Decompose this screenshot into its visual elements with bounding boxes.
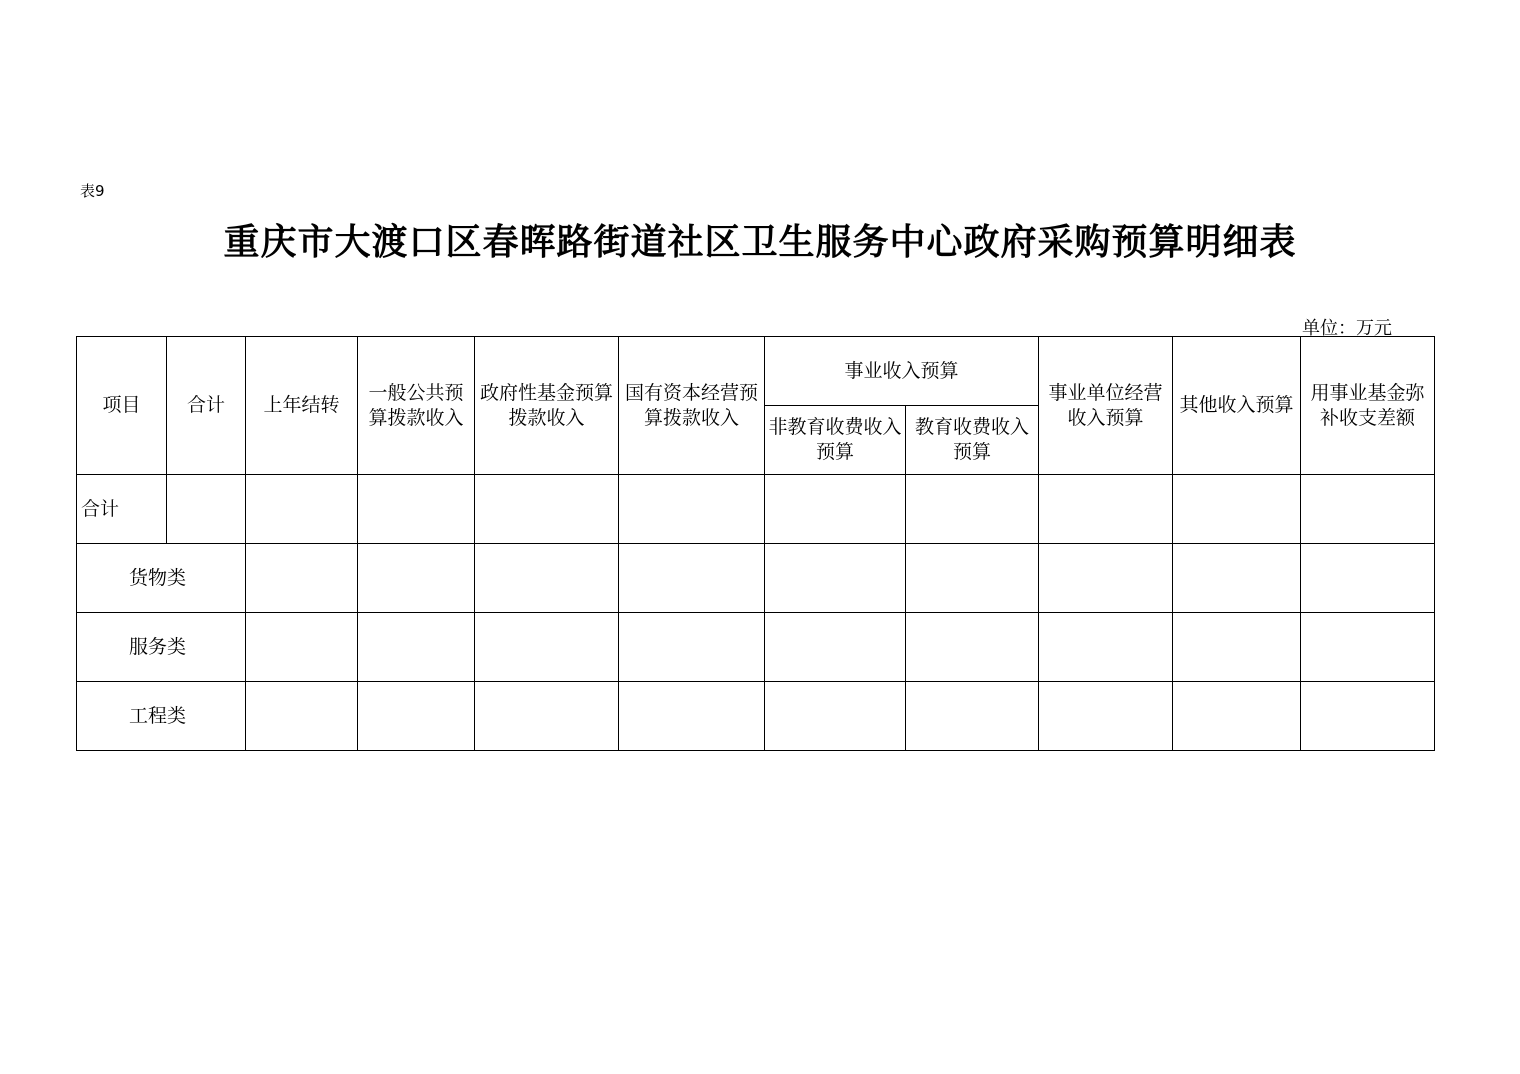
table-cell: [906, 475, 1039, 544]
table-cell: [1301, 475, 1435, 544]
col-header-government-fund-budget: 政府性基金预算拨款收入: [475, 337, 619, 475]
col-header-education-fees: 教育收费收入预算: [906, 406, 1039, 475]
col-header-other-income: 其他收入预算: [1173, 337, 1301, 475]
table-cell: [1039, 682, 1173, 751]
table-cell: [1173, 613, 1301, 682]
header-row: [77, 337, 1435, 406]
table-cell: [765, 475, 906, 544]
table-cell: [1301, 544, 1435, 613]
col-header-state-capital-budget: 国有资本经营预算拨款收入: [619, 337, 765, 475]
budget-table: [76, 336, 1435, 751]
row-label-services: 服务类: [77, 613, 246, 682]
table-row-total: [77, 475, 1435, 544]
table-cell: [906, 613, 1039, 682]
col-header-business-fund-offset: 用事业基金弥补收支差额: [1301, 337, 1435, 475]
table-cell: [1173, 682, 1301, 751]
table-cell: [1039, 475, 1173, 544]
table-row-services: [77, 613, 1435, 682]
table-cell: [358, 475, 475, 544]
table-cell: [475, 682, 619, 751]
col-header-business-income-group: 事业收入预算: [765, 337, 1039, 406]
row-label-goods: 货物类: [77, 544, 246, 613]
table-cell: [1039, 613, 1173, 682]
table-cell: [1173, 544, 1301, 613]
table-cell: [1301, 682, 1435, 751]
page-title: 重庆市大渡口区春晖路街道社区卫生服务中心政府采购预算明细表: [223, 222, 1297, 263]
table-cell: [1039, 544, 1173, 613]
unit-label: 单位：万元: [1302, 318, 1392, 339]
table-cell: [475, 544, 619, 613]
table-row-goods: [77, 544, 1435, 613]
table-cell: [475, 613, 619, 682]
col-header-business-operating-income: 事业单位经营收入预算: [1039, 337, 1173, 475]
table-cell: [619, 682, 765, 751]
table-row-construction: [77, 682, 1435, 751]
table-cell: [906, 682, 1039, 751]
row-label-construction: 工程类: [77, 682, 246, 751]
table-cell: [246, 682, 358, 751]
col-header-prior-year-carryover: 上年结转: [246, 337, 358, 475]
table-cell: [1173, 475, 1301, 544]
table-cell: [765, 682, 906, 751]
table-cell: [167, 475, 246, 544]
table-cell: [619, 475, 765, 544]
table-cell: [619, 613, 765, 682]
table-cell: [246, 544, 358, 613]
row-label-total: 合计: [77, 475, 167, 544]
col-header-item: 项目: [77, 337, 167, 475]
table-cell: [475, 475, 619, 544]
col-header-general-public-budget: 一般公共预算拨款收入: [358, 337, 475, 475]
col-header-total: 合计: [167, 337, 246, 475]
table-cell: [246, 475, 358, 544]
table-cell: [358, 544, 475, 613]
table-cell: [765, 544, 906, 613]
col-header-non-education-fees: 非教育收费收入预算: [765, 406, 906, 475]
table-cell: [906, 544, 1039, 613]
table-cell: [619, 544, 765, 613]
table-number: 表9: [80, 182, 105, 200]
table-cell: [1301, 613, 1435, 682]
table-cell: [358, 613, 475, 682]
table-cell: [246, 613, 358, 682]
table-cell: [765, 613, 906, 682]
table-cell: [358, 682, 475, 751]
